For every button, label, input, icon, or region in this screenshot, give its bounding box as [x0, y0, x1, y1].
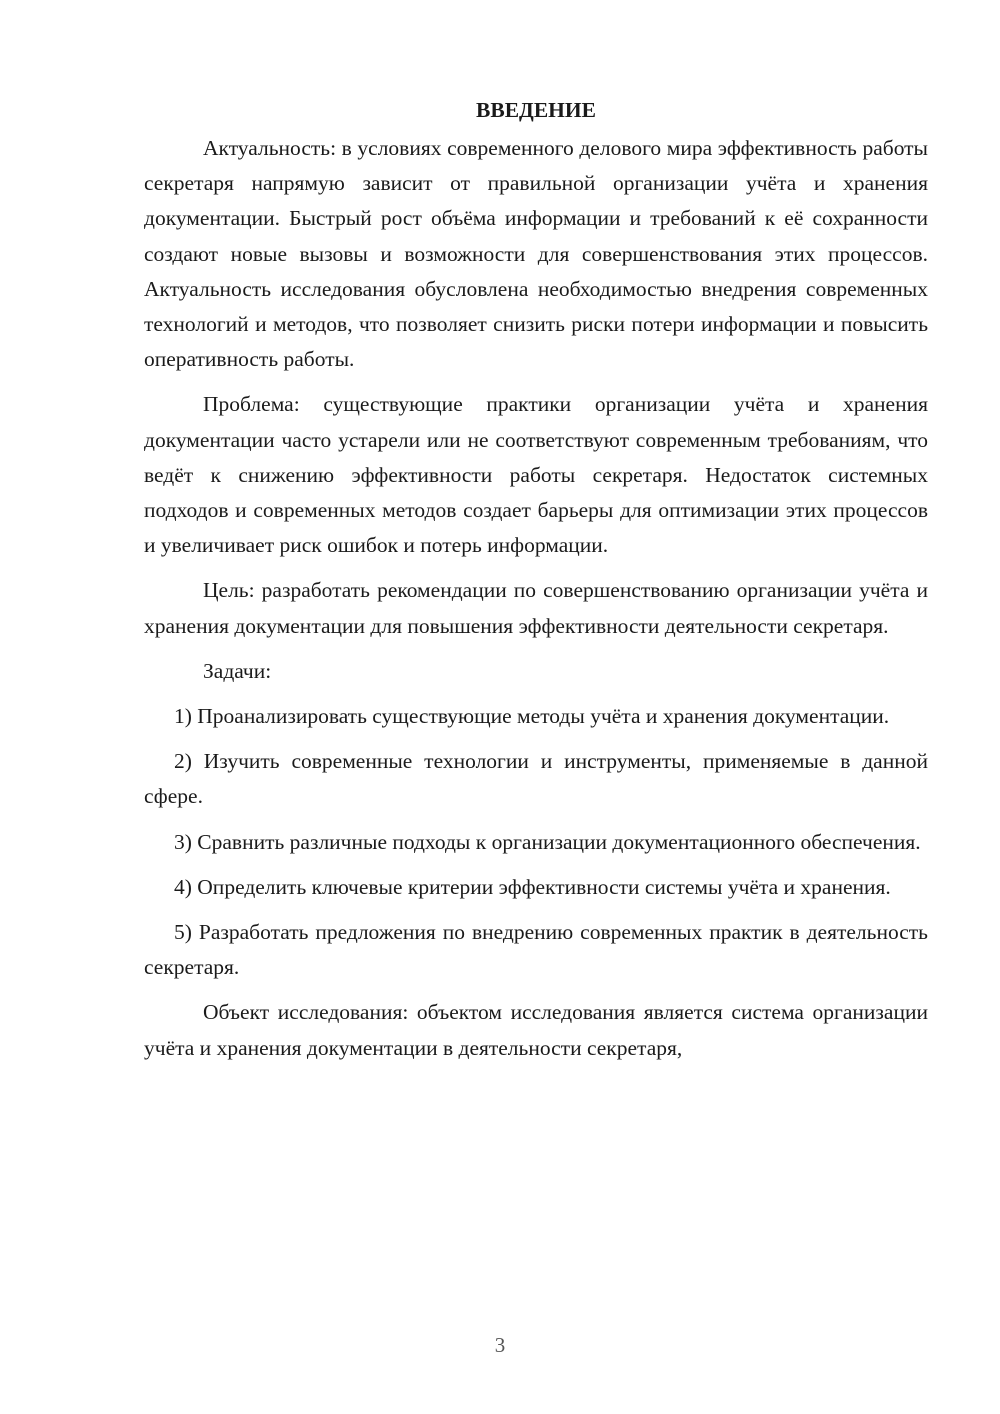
paragraph-problem: Проблема: существующие практики организации учёта и хранения документации часто устарели или не соответствуют современным требованиям, что ведёт к снижению эффективности работы секретаря. Недостаток системных подходов и современных методов создает барьеры для оптимизации этих процессов и увеличивает риск ошибок и потерь информации.	[144, 392, 928, 558]
task-item-1: 1) Проанализировать существующие методы учёта и хранения документации.	[174, 704, 890, 729]
task-item-5: 5) Разработать предложения по внедрению современных практик в деятельность секретаря.	[144, 920, 928, 980]
tasks-label: Задачи:	[203, 658, 272, 683]
task-item-4: 4) Определить ключевые критерии эффективности системы учёта и хранения.	[174, 874, 891, 899]
page-number: 3	[494, 1333, 506, 1357]
section-heading: ВВЕДЕНИЕ	[476, 98, 596, 122]
task-item-2: 2) Изучить современные технологии и инструменты, применяемые в данной сфере.	[144, 749, 928, 809]
paragraph-relevance: Актуальность: в условиях современного делового мира эффективность работы секретаря напрямую зависит от правильной организации учёта и хранения документации. Быстрый рост объёма информации и требований к её сохранности создают новые вызовы и возможности для совершенствования этих процессов. Актуальность исследования обусловлена необходимостью внедрения современных технологий и методов, что позволяет снизить риски потери информации и повысить оперативность работы.	[144, 136, 928, 372]
paragraph-object: Объект исследования: объектом исследования является система организации учёта и хранения документации в деятельности секретаря,	[144, 1000, 928, 1060]
document-body	[144, 95, 928, 1076]
task-item-3: 3) Сравнить различные подходы к организации документационного обеспечения.	[174, 829, 921, 854]
paragraph-goal: Цель: разработать рекомендации по совершенствованию организации учёта и хранения документации для повышения эффективности деятельности секретаря.	[144, 578, 928, 638]
